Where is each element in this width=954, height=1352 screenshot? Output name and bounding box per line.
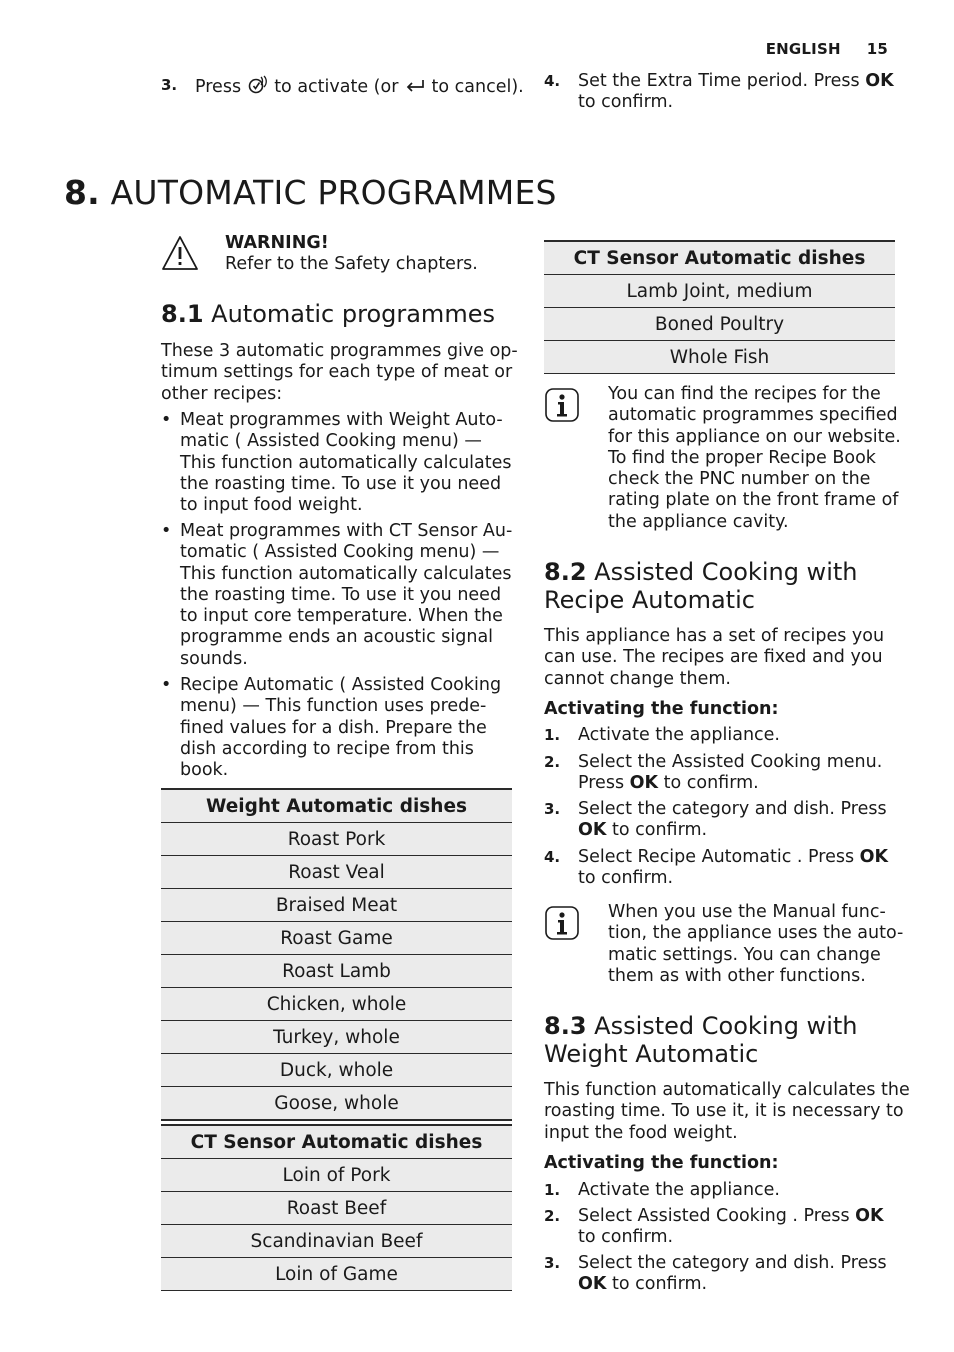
back-arrow-icon <box>404 78 426 94</box>
table-row: Loin of Game <box>161 1258 512 1291</box>
activate-symbol-icon <box>247 75 269 95</box>
info-note-manual: When you use the Manual func- tion, the appliance uses the auto- matic settings. You can change them as with other functions. <box>608 902 904 986</box>
table-header: Weight Automatic dishes <box>161 789 512 823</box>
info-note-recipes: You can find the recipes for the automatic programmes specified for this appliance on our website. To find the proper Recipe Book check the PNC number on the rating plate on the front frame of the appliance cavity. <box>608 384 901 532</box>
table-row: Roast Lamb <box>161 955 512 988</box>
section-8-3-intro: This function automatically calculates the roasting time. To use it, it is necessary to input the food weight. <box>544 1080 910 1143</box>
step-number: 4. <box>544 72 561 90</box>
ct-sensor-table-left <box>161 1124 512 1291</box>
ct-sensor-table-right <box>544 240 895 374</box>
chapter-number: 8. <box>64 173 100 212</box>
table-row: Goose, whole <box>161 1087 512 1121</box>
section-8-2-intro: This appliance has a set of recipes you can use. The recipes are fixed and you cannot change them. <box>544 626 885 689</box>
chapter-heading <box>64 173 557 212</box>
table-row: Turkey, whole <box>161 1021 512 1054</box>
table-row: Boned Poultry <box>544 308 895 341</box>
chapter-title: AUTOMATIC PROGRAMMES <box>110 173 557 212</box>
info-icon <box>545 906 579 940</box>
step-number: 3. <box>161 76 178 94</box>
warning-triangle-icon <box>160 234 200 272</box>
table-header: CT Sensor Automatic dishes <box>161 1125 512 1159</box>
activating-label: Activating the function: <box>544 699 779 719</box>
warning-block <box>225 233 478 276</box>
section-8-3-heading: 8.3 Assisted Cooking with Weight Automatic <box>544 1012 858 1068</box>
step-text: Set the Extra Time period. Press OK to confirm. <box>578 71 894 113</box>
page-number: 15 <box>866 40 888 58</box>
language-label: ENGLISH <box>765 40 841 58</box>
table-header: CT Sensor Automatic dishes <box>544 241 895 275</box>
table-row: Lamb Joint, medium <box>544 275 895 308</box>
section-8-1-intro: These 3 automatic programmes give op- timum settings for each type of meat or other recipes: <box>161 341 518 404</box>
table-row: Whole Fish <box>544 341 895 374</box>
table-row: Roast Beef <box>161 1192 512 1225</box>
table-row: Roast Game <box>161 922 512 955</box>
step-text: Press to activate (or to cancel). <box>195 77 524 97</box>
table-row: Chicken, whole <box>161 988 512 1021</box>
warning-text: Refer to the Safety chapters. <box>225 254 478 275</box>
weight-automatic-table <box>161 788 512 1121</box>
table-row: Duck, whole <box>161 1054 512 1087</box>
table-row: Roast Veal <box>161 856 512 889</box>
table-row: Scandinavian Beef <box>161 1225 512 1258</box>
table-row: Braised Meat <box>161 889 512 922</box>
activating-label: Activating the function: <box>544 1153 779 1173</box>
page-header <box>766 40 888 58</box>
table-row: Roast Pork <box>161 823 512 856</box>
section-8-2-heading: 8.2 Assisted Cooking with Recipe Automatic <box>544 558 858 614</box>
info-icon <box>545 388 579 422</box>
table-row: Loin of Pork <box>161 1159 512 1192</box>
warning-title: WARNING! <box>225 233 329 253</box>
section-8-1-heading: 8.1 Automatic programmes <box>161 300 495 328</box>
